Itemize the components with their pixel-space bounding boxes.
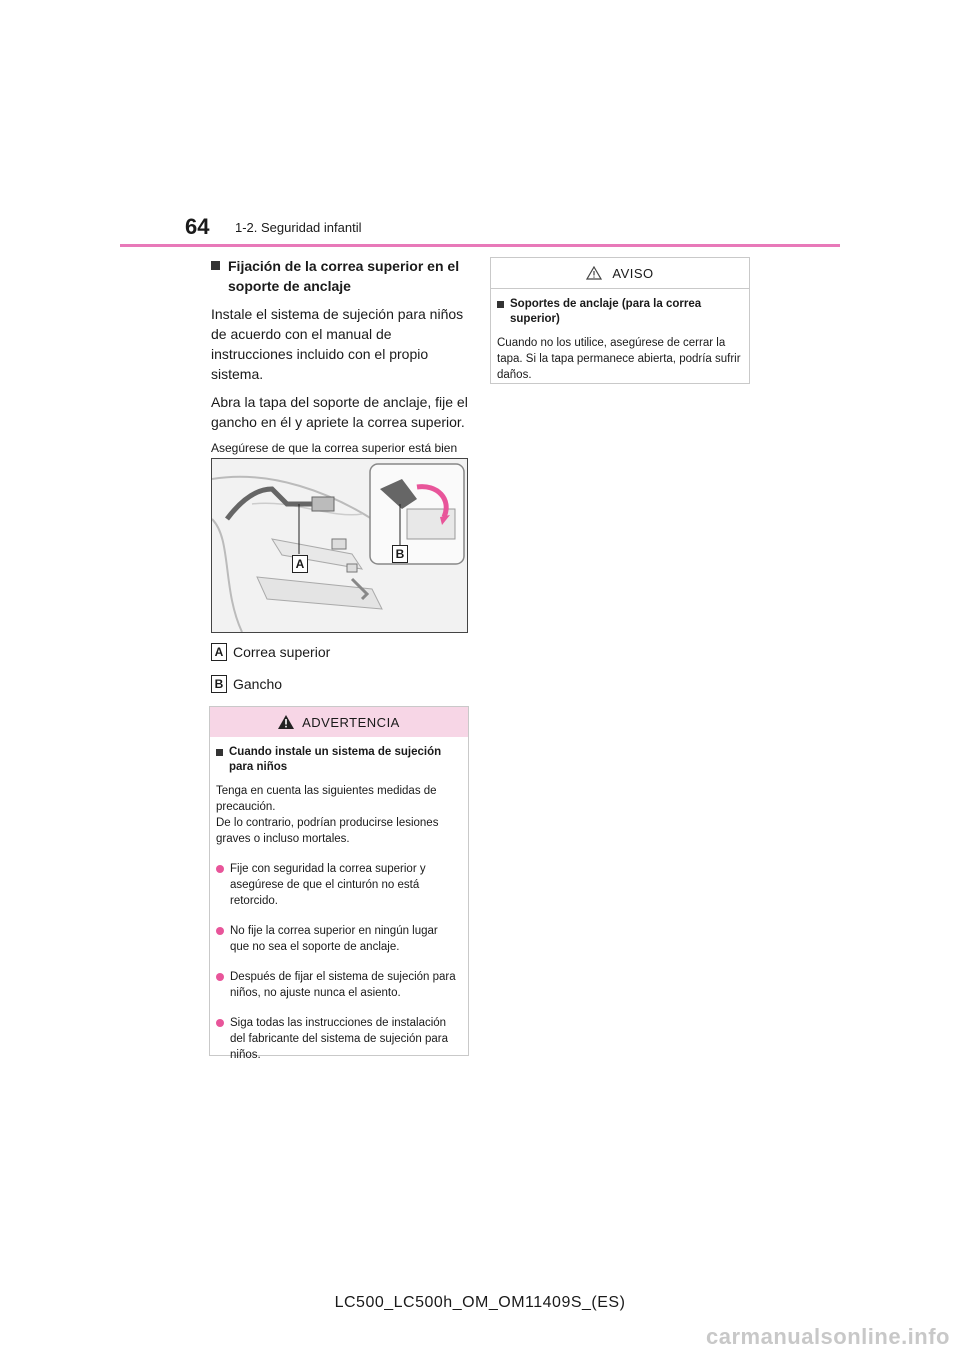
bullet-text: Fije con seguridad la correa superior y asegúrese de que el cinturón no está retorcido. [230,863,426,907]
bullet-text: Siga todas las instrucciones de instalación del fabricante del sistema de sujeción para niños. [230,1017,448,1061]
square-bullet-icon [497,301,504,308]
section-title: 1-2. Seguridad infantil [235,220,362,235]
notice-subheading [497,297,741,327]
figure-label: B [392,545,408,563]
sub-heading-text: Fijación de la correa superior en el soporte de anclaje [228,258,460,294]
legend-item [211,674,282,694]
reference-note: Asegúrese de que la correa superior está bien [211,441,458,455]
legend-text: Correa superior [233,644,331,660]
warning-box [209,706,469,1061]
legend-text: Gancho [233,676,283,692]
warning-bullet [216,923,460,955]
main-column [211,256,469,478]
illustration-top-tether [211,458,468,633]
notice-body [491,289,749,391]
warning-bullet [216,969,460,1001]
figure-label: A [292,555,308,573]
warning-header [210,707,468,737]
page-number: 64 [185,214,210,239]
sub-heading [211,256,469,296]
illustration-drawing [212,459,467,632]
footer-model-code: LC500_LC500h_OM_OM11409S_(ES) [334,1294,626,1311]
watermark: carmanualsonline.info [706,1324,950,1349]
warning-body [210,737,468,1071]
warning-triangle-icon [278,715,294,729]
bullet-dot-icon [216,927,224,935]
legend-key: B [211,675,227,693]
bullet-dot-icon [216,973,224,981]
bullet-dot-icon [216,865,224,873]
bullet-dot-icon [216,1019,224,1027]
warning-subheading [216,745,460,775]
bullet-text: No fije la correa superior en ningún lugar que no sea el soporte de anclaje. [230,925,438,953]
caution-triangle-icon [586,266,602,280]
warning-title: ADVERTENCIA [302,714,400,730]
warning-intro-line: Tenga en cuenta las siguientes medidas de precaución. [216,785,437,813]
legend-key: A [211,643,227,661]
notice-text: Cuando no los utilice, asegúrese de cerrar la tapa. Si la tapa permanece abierta, podría sufrir daños. [497,337,741,381]
notice-title: AVISO [612,265,654,281]
header-rule [120,244,840,247]
bullet-text: Después de fijar el sistema de sujeción para niños, no ajuste nunca el asiento. [230,971,456,999]
notice-header [491,258,749,289]
warning-intro-line: De lo contrario, podrían producirse lesiones graves o incluso mortales. [216,817,439,845]
warning-bullet [216,861,460,909]
legend-item [211,642,330,662]
paragraph: Instale el sistema de sujeción para niños de acuerdo con el manual de instrucciones incluido con el propio sistema. [211,306,464,382]
square-bullet-icon [216,749,223,756]
square-bullet-icon [211,261,220,270]
warning-subheading-text: Cuando instale un sistema de sujeción para niños [229,746,442,773]
notice-box [490,257,750,384]
warning-intro [216,783,460,847]
paragraph: Abra la tapa del soporte de anclaje, fije el gancho en él y apriete la correa superior. [211,394,468,430]
notice-subheading-text: Soportes de anclaje (para la correa superior) [510,298,702,325]
warning-bullet [216,1015,460,1063]
